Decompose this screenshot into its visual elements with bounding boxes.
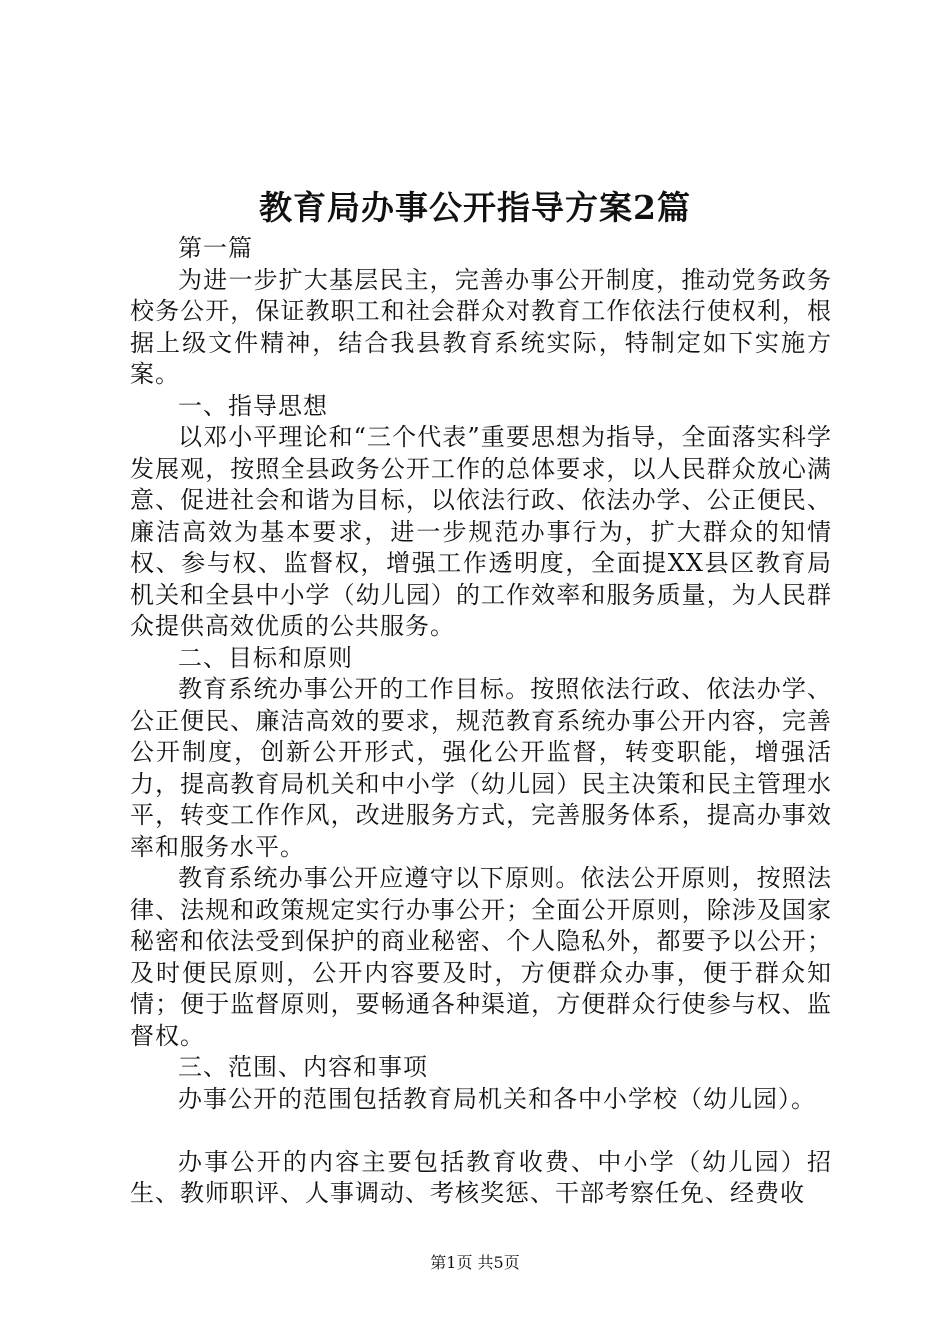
page-footer: 第1页 共5页 <box>430 1253 520 1272</box>
document-body <box>130 233 832 1210</box>
heading-scope-content: 三、范围、内容和事项 <box>178 1053 428 1081</box>
paragraph-principles: 教育系统办事公开应遵守以下原则。依法公开原则，按照法律、法规和政策规定实行办事公开；全面公开原则，除涉及国家秘密和依法受到保护的商业秘密、个人隐私外，都要予以公开；及时便民原则，公开内容要及时，方便群众办事，便于群众知情；便于监督原则，要畅通各种渠道，方便群众行使参与权、监督权。 <box>130 864 832 1050</box>
paragraph-goals: 教育系统办事公开的工作目标。按照依法行政、依法办学、公正便民、廉洁高效的要求，规范教育系统办事公开内容，完善公开制度，创新公开形式，强化公开监督，转变职能，增强活力，提高教育局机关和中小学（幼儿园）民主决策和民主管理水平，转变工作作风，改进服务方式，完善服务体系，提高办事效率和服务水平。 <box>130 675 832 861</box>
heading-guiding-ideology: 一、指导思想 <box>178 391 328 420</box>
paragraph-guiding-ideology: 以邓小平理论和“三个代表”重要思想为指导，全面落实科学发展观，按照全县政务公开工作的总体要求，以人民群众放心满意、促进社会和谐为目标，以依法行政、依法办学、公正便民、廉洁高效为基本要求，进一步规范办事行为，扩大群众的知情权、参与权、监督权，增强工作透明度，全面提XX县区教育局机关和全县中小学（幼儿园）的工作效率和服务质量，为人民群众提供高效优质的公共服务。 <box>130 423 832 640</box>
paragraph-content: 办事公开的内容主要包括教育收费、中小学（幼儿园）招生、教师职评、人事调动、考核奖惩、干部考察任免、经费收 <box>130 1147 832 1207</box>
paragraph-scope: 办事公开的范围包括教育局机关和各中小学校（幼儿园）。 <box>178 1084 816 1113</box>
paragraph-intro: 为进一步扩大基层民主，完善办事公开制度，推动党务政务校务公开，保证教职工和社会群众对教育工作依法行使权利，根据上级文件精神，结合我县教育系统实际，特制定如下实施方案。 <box>130 265 832 388</box>
document-title: 教育局办事公开指导方案2篇 <box>259 188 691 227</box>
heading-goals-principles: 二、目标和原则 <box>178 643 353 672</box>
section-heading-first: 第一篇 <box>178 234 253 262</box>
